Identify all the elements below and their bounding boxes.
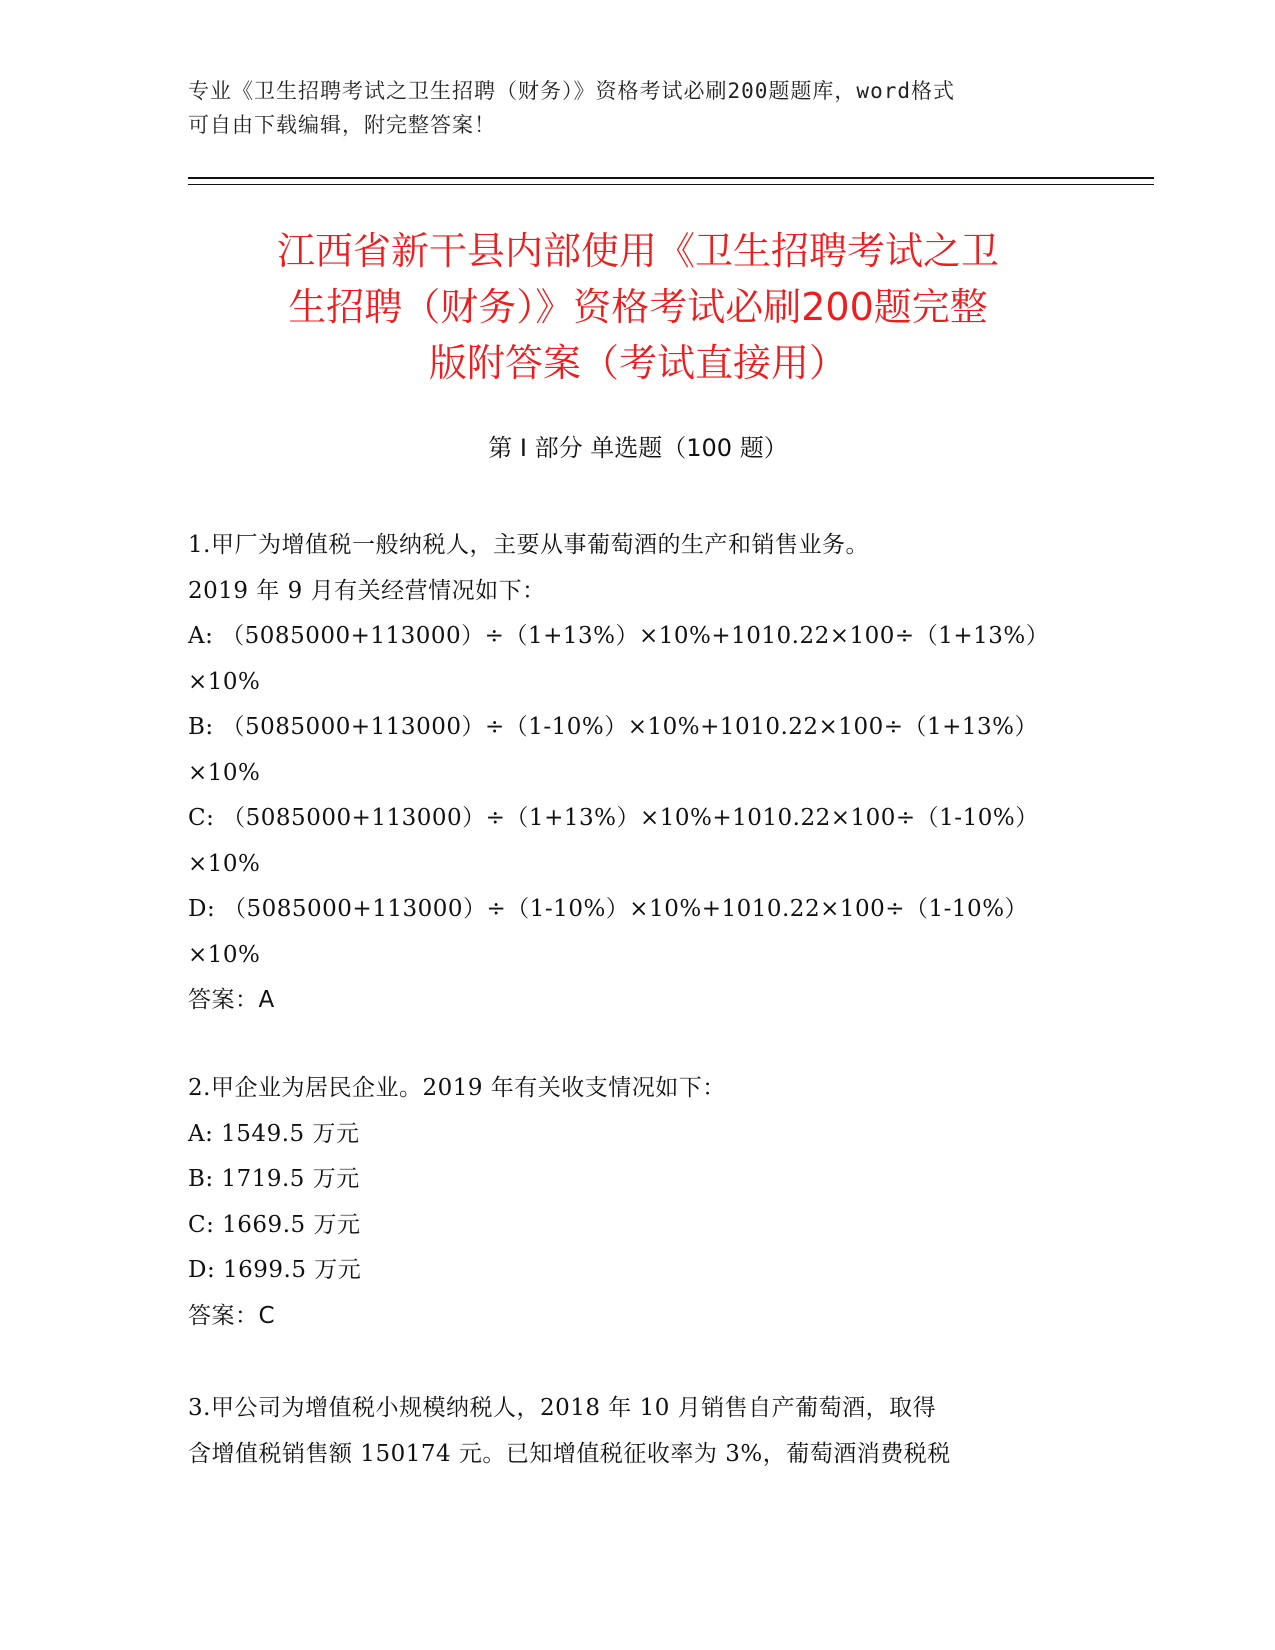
document-title (188, 223, 1088, 391)
header-divider-thin (188, 184, 1154, 185)
option-c-continued: ×10% (188, 850, 261, 877)
question-3 (188, 1386, 1088, 1477)
document-title-line: 江西省新干县内部使用《卫生招聘考试之卫 (276, 229, 999, 273)
question-1 (188, 523, 1088, 1024)
header-note (188, 74, 1088, 142)
answer-line: 答案：A (188, 987, 275, 1013)
option-c: C: （5085000+113000）÷（1+13%）×10%+1010.22×100÷（1-10%） (188, 805, 1039, 831)
option-d: D: 1699.5 万元 (188, 1257, 362, 1283)
option-c: C: 1669.5 万元 (188, 1211, 361, 1238)
option-d: D: （5085000+113000）÷（1-10%）×10%+1010.22×100÷（1-10%） (188, 896, 1029, 922)
question-stem-line: 3.甲公司为增值税小规模纳税人，2018 年 10 月销售自产葡萄酒，取得 (188, 1395, 937, 1421)
question-2 (188, 1066, 1088, 1339)
option-d-continued: ×10% (188, 941, 261, 968)
question-stem-line: 含增值税销售额 150174 元。已知增值税征收率为 3%，葡萄酒消费税税 (188, 1440, 951, 1467)
question-stem-line: 2019 年 9 月有关经营情况如下： (188, 577, 546, 604)
section-heading: 第 I 部分 单选题（100 题） (488, 434, 788, 462)
document-title-line: 版附答案（考试直接用） (428, 341, 847, 385)
option-a-continued: ×10% (188, 668, 261, 695)
option-b: B: 1719.5 万元 (188, 1166, 360, 1192)
header-divider-thick (188, 177, 1154, 179)
option-a: A: （5085000+113000）÷（1+13%）×10%+1010.22×100÷（1+13%） (188, 623, 1050, 649)
answer-line: 答案：C (188, 1302, 276, 1329)
option-a: A: 1549.5 万元 (188, 1120, 360, 1147)
question-stem-line: 2.甲企业为居民企业。2019 年有关收支情况如下： (188, 1075, 726, 1101)
header-note-line: 专业《卫生招聘考试之卫生招聘（财务）》资格考试必刷200题题库，word格式 (188, 79, 955, 103)
option-b-continued: ×10% (188, 759, 261, 786)
document-title-line: 生招聘（财务）》资格考试必刷200题完整 (288, 285, 988, 329)
question-stem-line: 1.甲厂为增值税一般纳税人，主要从事葡萄酒的生产和销售业务。 (188, 532, 869, 558)
option-b: B: （5085000+113000）÷（1-10%）×10%+1010.22×100÷（1+13%） (188, 714, 1039, 740)
header-note-line: 可自由下载编辑，附完整答案！ (188, 113, 496, 137)
